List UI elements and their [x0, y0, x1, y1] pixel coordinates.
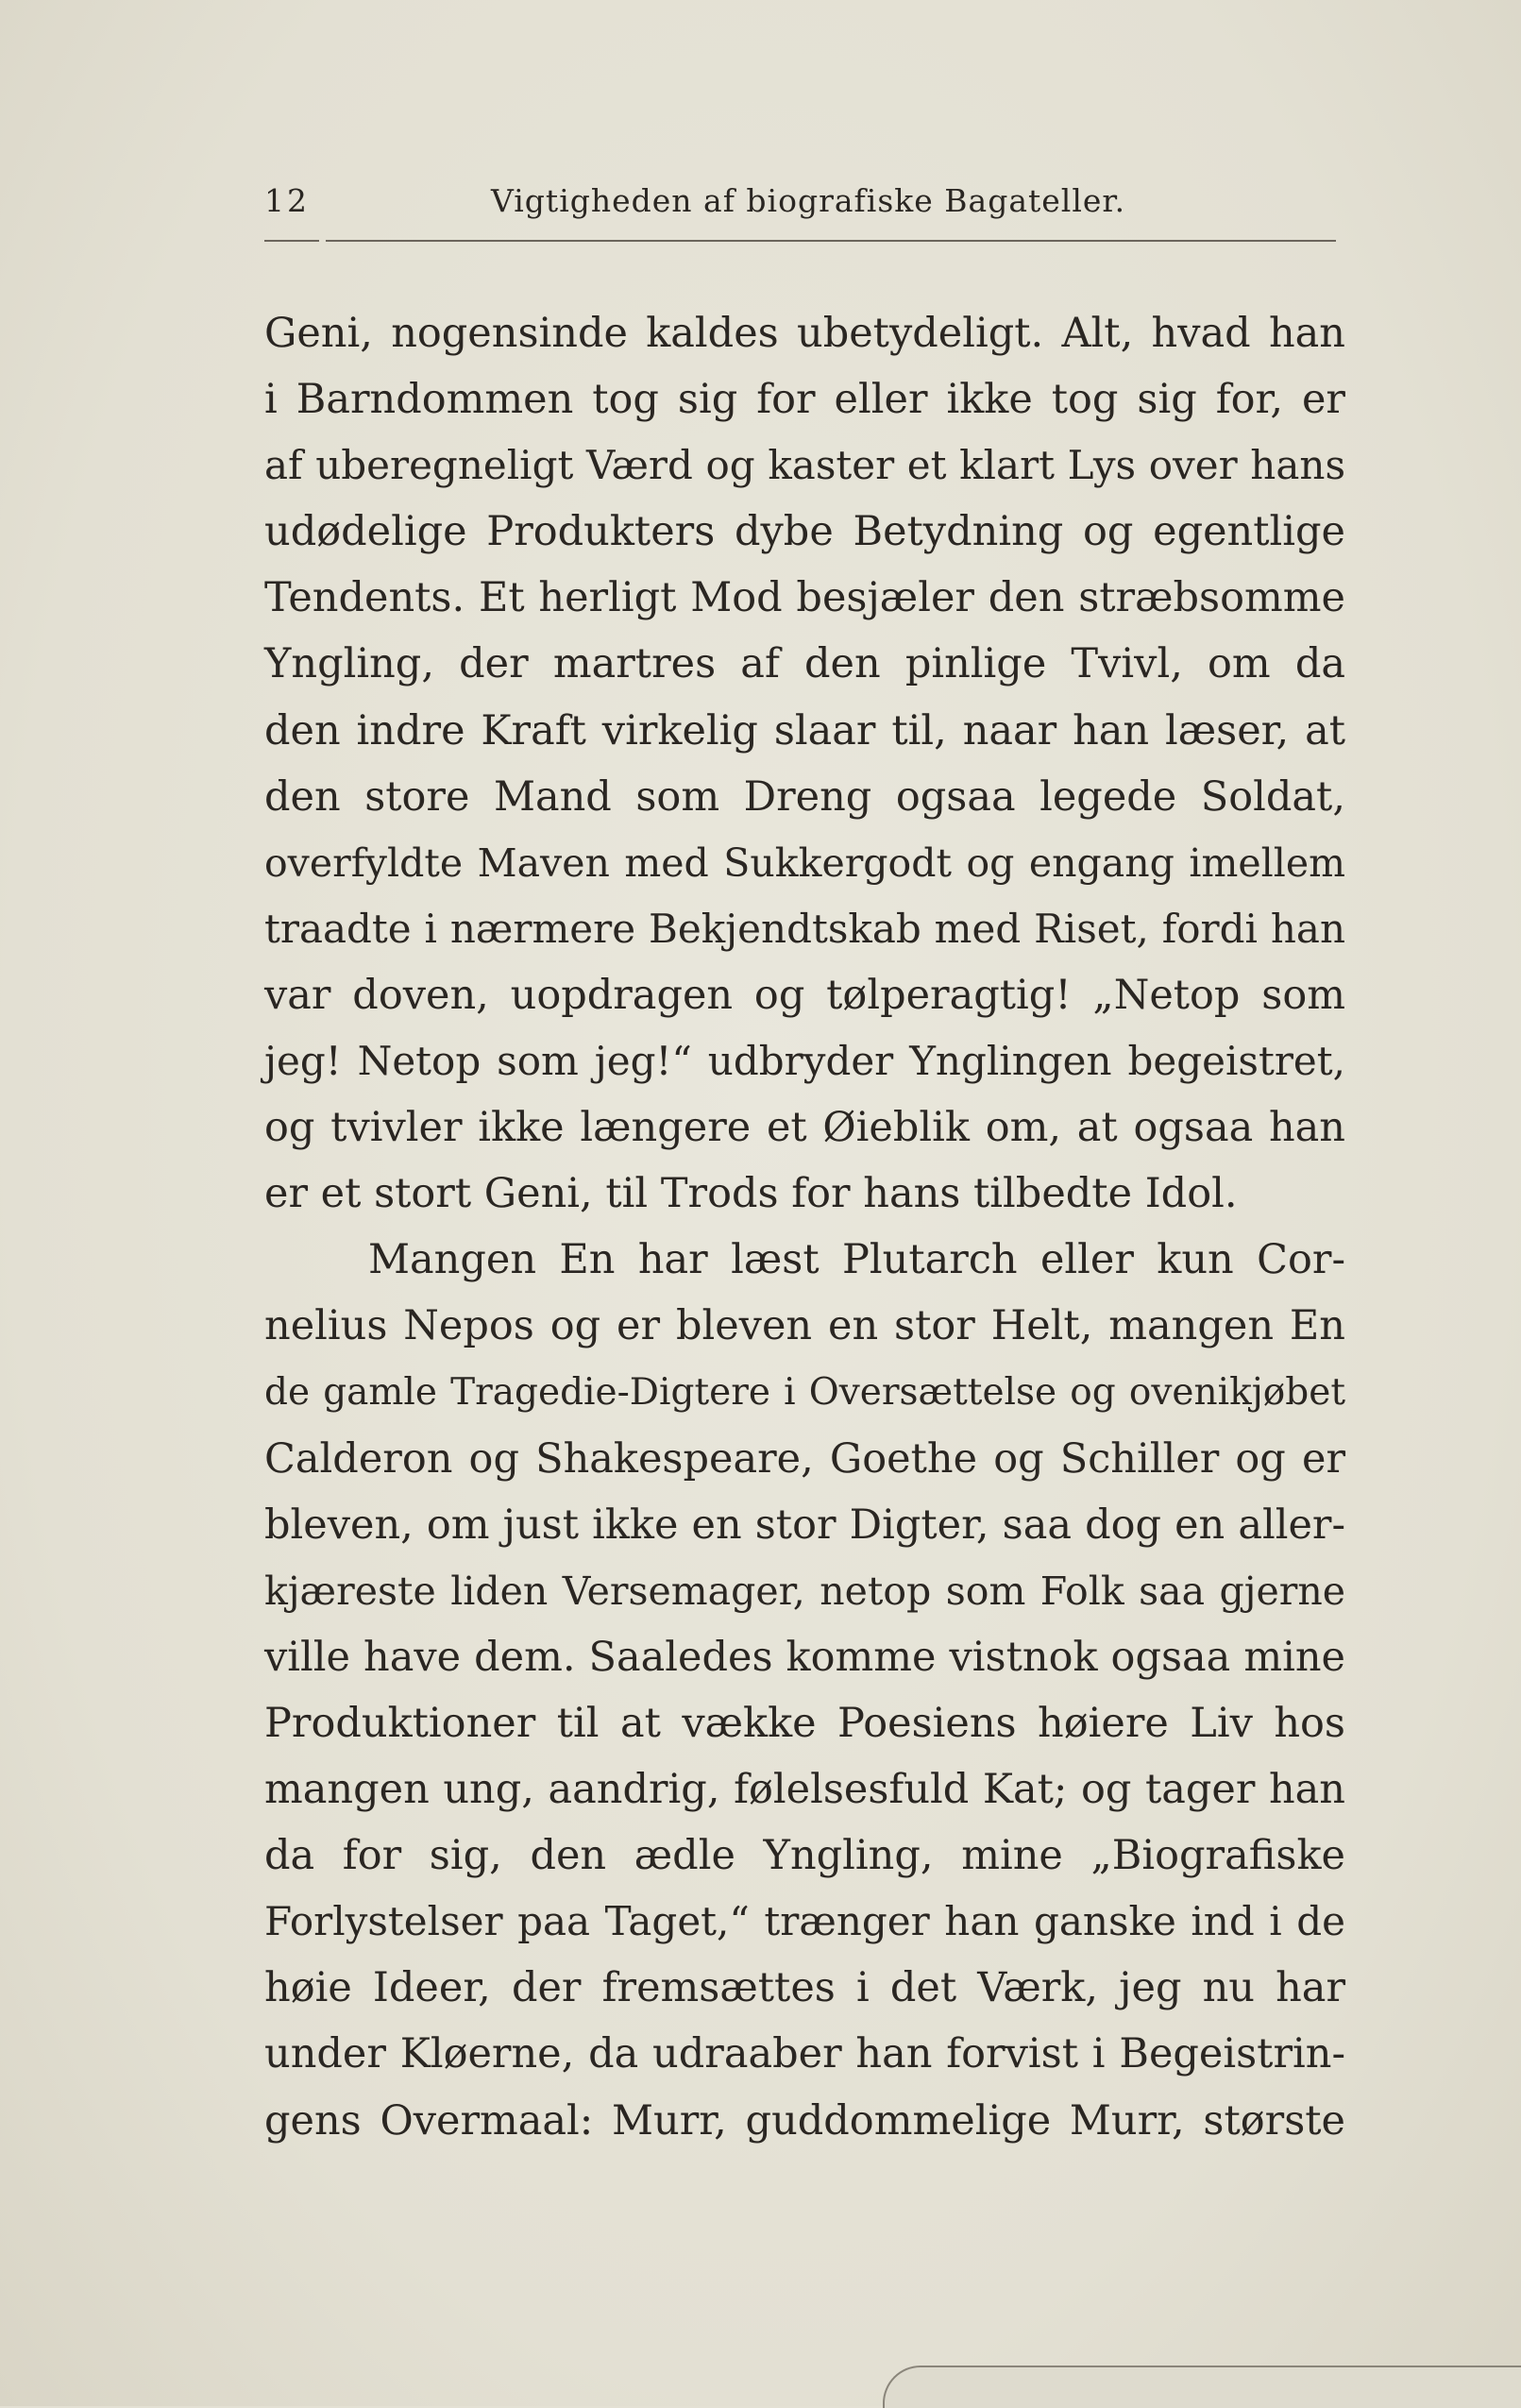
text-line: den indre Kraft virkelig slaar til, naar han læser, at: [264, 706, 1345, 755]
text-line: overfyldte Maven med Sukkergodt og engang imellem: [264, 839, 1345, 886]
body-text: [264, 300, 1345, 2154]
text-line: er et stort Geni, til Trods for hans tilbedte Idol.: [264, 1170, 1238, 1218]
text-line: de gamle Tragedie-Digtere i Oversættelse og ovenikjøbet: [264, 1370, 1345, 1414]
header-rule-left: [264, 240, 319, 242]
text-line: høie Ideer, der fremsættes i det Værk, jeg nu har: [264, 1964, 1345, 2012]
text-line: og tvivler ikke længere et Øieblik om, at ogsaa han: [264, 1104, 1345, 1152]
text-line: den store Mand som Dreng ogsaa legede Soldat,: [264, 772, 1345, 821]
text-line: var doven, uopdragen og tølperagtig! „Netop som: [264, 971, 1345, 1019]
text-line: Geni, nogensinde kaldes ubetydeligt. Alt, hvad han: [264, 310, 1345, 357]
text-line: Produktioner til at vække Poesiens høiere Liv hos: [264, 1699, 1345, 1747]
page-number: 12: [264, 182, 310, 219]
page-edge-fold: [883, 2366, 1521, 2408]
text-line: mangen ung, aandrig, følelsesfuld Kat; og tager han: [264, 1766, 1345, 1814]
text-line: kjæreste liden Versemager, netop som Folk saa gjerne: [264, 1568, 1345, 1614]
text-line: udødelige Produkters dybe Betydning og egentlige: [264, 508, 1345, 556]
paragraph-1: [264, 300, 1345, 1227]
text-line: under Kløerne, da udraaber han forvist i Begeistrin-: [264, 2030, 1345, 2078]
running-title: Vigtigheden af biografiske Bagateller.: [491, 182, 1126, 219]
text-line: traadte i nærmere Bekjendtskab med Riset, fordi han: [264, 905, 1345, 952]
text-line: Mangen En har læst Plutarch eller kun Cor-: [368, 1236, 1345, 1284]
text-line: af uberegneligt Værd og kaster et klart Lys over hans: [264, 442, 1345, 489]
page-header: [264, 175, 1341, 222]
text-line: jeg! Netop som jeg!“ udbryder Ynglingen begeistret,: [264, 1038, 1345, 1085]
text-line: Calderon og Shakespeare, Goethe og Schiller og er: [264, 1434, 1345, 1483]
text-line: Forlystelser paa Taget,“ trænger han ganske ind i de: [264, 1898, 1345, 1945]
text-line: i Barndommen tog sig for eller ikke tog sig for, er: [264, 376, 1345, 424]
text-line: ville have dem. Saaledes komme vistnok ogsaa mine: [264, 1633, 1345, 1681]
text-line: Tendents. Et herligt Mod besjæler den stræbsomme: [264, 574, 1345, 622]
header-rule: [326, 240, 1336, 242]
text-line: da for sig, den ædle Yngling, mine „Biografiske: [264, 1832, 1345, 1880]
text-line: nelius Nepos og er bleven en stor Helt, mangen En: [264, 1302, 1345, 1350]
text-line: gens Overmaal: Murr, guddommelige Murr, største: [264, 2096, 1345, 2145]
paragraph-2: [264, 1227, 1345, 2153]
text-line: bleven, om just ikke en stor Digter, saa dog en aller-: [264, 1501, 1345, 1549]
text-line: Yngling, der martres af den pinlige Tvivl, om da: [264, 640, 1345, 688]
